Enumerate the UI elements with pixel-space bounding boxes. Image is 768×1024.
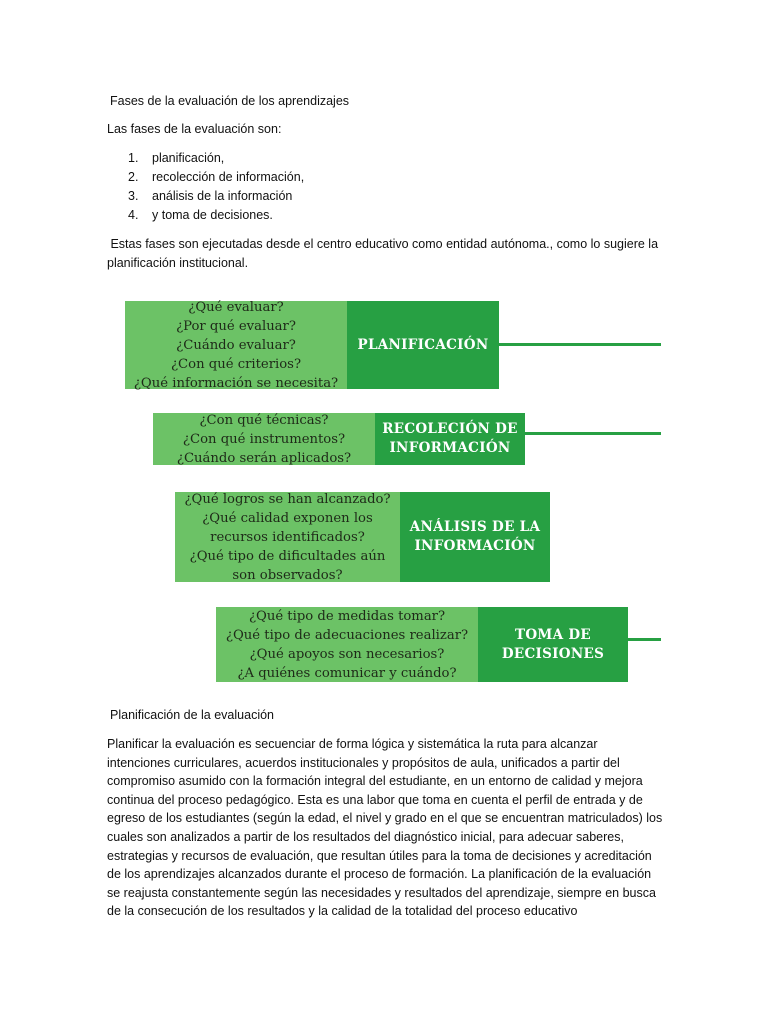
paragraph-line: continua del proceso pedagógico. Esta es una labor que toma en cuenta el perfil de entrada y de [107, 792, 643, 807]
phase-title: INFORMACIÓN [389, 440, 511, 456]
paragraph-line: egreso de los estudiantes (según la edad, el nivel y grado en el que se encuentran matriculados) los [107, 811, 663, 826]
question-text: ¿Qué logros se han alcanzado? [184, 491, 391, 507]
connector-line [499, 343, 661, 346]
diagram-row-recoleccion [153, 413, 525, 465]
diagram-row-planificacion [125, 301, 499, 389]
list-text: planificación, [152, 151, 225, 165]
phases-diagram [110, 285, 665, 695]
list-item [128, 168, 304, 187]
question-text: ¿Qué calidad exponen los [202, 510, 373, 526]
list-number: 3. [128, 189, 139, 203]
list-text: recolección de información, [152, 170, 305, 184]
question-text: ¿Cuándo evaluar? [176, 337, 296, 353]
question-text: ¿A quiénes comunicar y cuándo? [237, 665, 457, 681]
paragraph-line: compromiso asumido con la formación integral del estudiante, en un entorno de calidad y mejora [107, 774, 643, 789]
diagram-row-toma [216, 607, 628, 682]
phase-title: PLANIFICACIÓN [357, 336, 489, 353]
question-text: ¿Con qué instrumentos? [182, 431, 346, 447]
section-heading-fases: Fases de la evaluación de los aprendizajes [110, 94, 350, 108]
phase-title: DECISIONES [501, 645, 605, 662]
question-text: ¿Qué tipo de adecuaciones realizar? [225, 627, 469, 643]
list-number: 4. [128, 208, 139, 222]
paragraph-line: de la consecución de los resultados y la calidad de la totalidad del proceso educativo [107, 904, 578, 919]
paragraph-line: cuales son analizados a partir de los resultados del diagnóstico inicial, para adecuar saberes, [107, 829, 624, 844]
question-text: ¿Qué tipo de medidas tomar? [248, 608, 446, 624]
phase-title-box [375, 413, 525, 465]
question-text: ¿Qué información se necesita? [133, 375, 339, 391]
phase-title: TOMA DE [514, 626, 592, 643]
question-text: ¿Cuándo serán aplicados? [176, 450, 352, 466]
list-item [128, 149, 304, 168]
paragraph-line: intenciones curriculares, acuerdos institucionales y propósitos de aula, unificados a partir del [107, 755, 620, 770]
phase-title: RECOLECIÓN DE [382, 421, 518, 437]
connector-line [525, 432, 661, 435]
diagram-row-analisis [175, 492, 550, 582]
questions-box [175, 492, 400, 582]
paragraph-line: de los aprendizajes alcanzados durante el proceso de formación. La planificación de la evaluación [107, 867, 652, 882]
question-text: ¿Con qué técnicas? [199, 412, 329, 428]
paragraph-line: estrategias y recursos de evaluación, que resultan útiles para la toma de decisiones y acreditación [107, 848, 652, 863]
list-item [128, 187, 304, 206]
intro-text: Las fases de la evaluación son: [107, 122, 282, 136]
question-text: son observados? [232, 567, 343, 583]
paragraph-line: planificación institucional. [107, 255, 249, 270]
paragraph-line: Estas fases son ejecutadas desde el centro educativo como entidad autónoma., como lo sugiere la [107, 237, 659, 251]
paragraph-line: Planificar la evaluación es secuenciar de forma lógica y sistemática la ruta para alcanzar [107, 737, 598, 751]
questions-box [153, 413, 375, 465]
paragraph-line: se reajusta constantemente según las necesidades y resultados del aprendizaje, siempre en busca [107, 885, 656, 900]
list-item [128, 206, 304, 225]
phase-title: ANÁLISIS DE LA [409, 519, 541, 535]
phase-title: INFORMACIÓN [414, 538, 536, 554]
question-text: ¿Por qué evaluar? [176, 318, 296, 334]
paragraph-planificacion [107, 735, 667, 921]
list-text: análisis de la información [152, 189, 293, 203]
list-number: 1. [128, 151, 139, 165]
phase-title-box [400, 492, 550, 582]
questions-box [125, 301, 347, 389]
paragraph-fases [107, 235, 667, 272]
phase-title-box [478, 607, 628, 682]
section-heading-planificacion: Planificación de la evaluación [110, 708, 274, 722]
question-text: ¿Qué apoyos son necesarios? [249, 646, 445, 662]
list-text: y toma de decisiones. [152, 208, 273, 222]
question-text: ¿Qué tipo de dificultades aún [189, 548, 386, 564]
connector-line [628, 638, 661, 641]
phases-list [128, 149, 304, 225]
question-text: ¿Qué evaluar? [188, 299, 284, 315]
phase-title-box [347, 301, 499, 389]
questions-box [216, 607, 478, 682]
list-number: 2. [128, 170, 139, 184]
question-text: recursos identificados? [210, 529, 365, 545]
question-text: ¿Con qué criterios? [170, 356, 302, 372]
